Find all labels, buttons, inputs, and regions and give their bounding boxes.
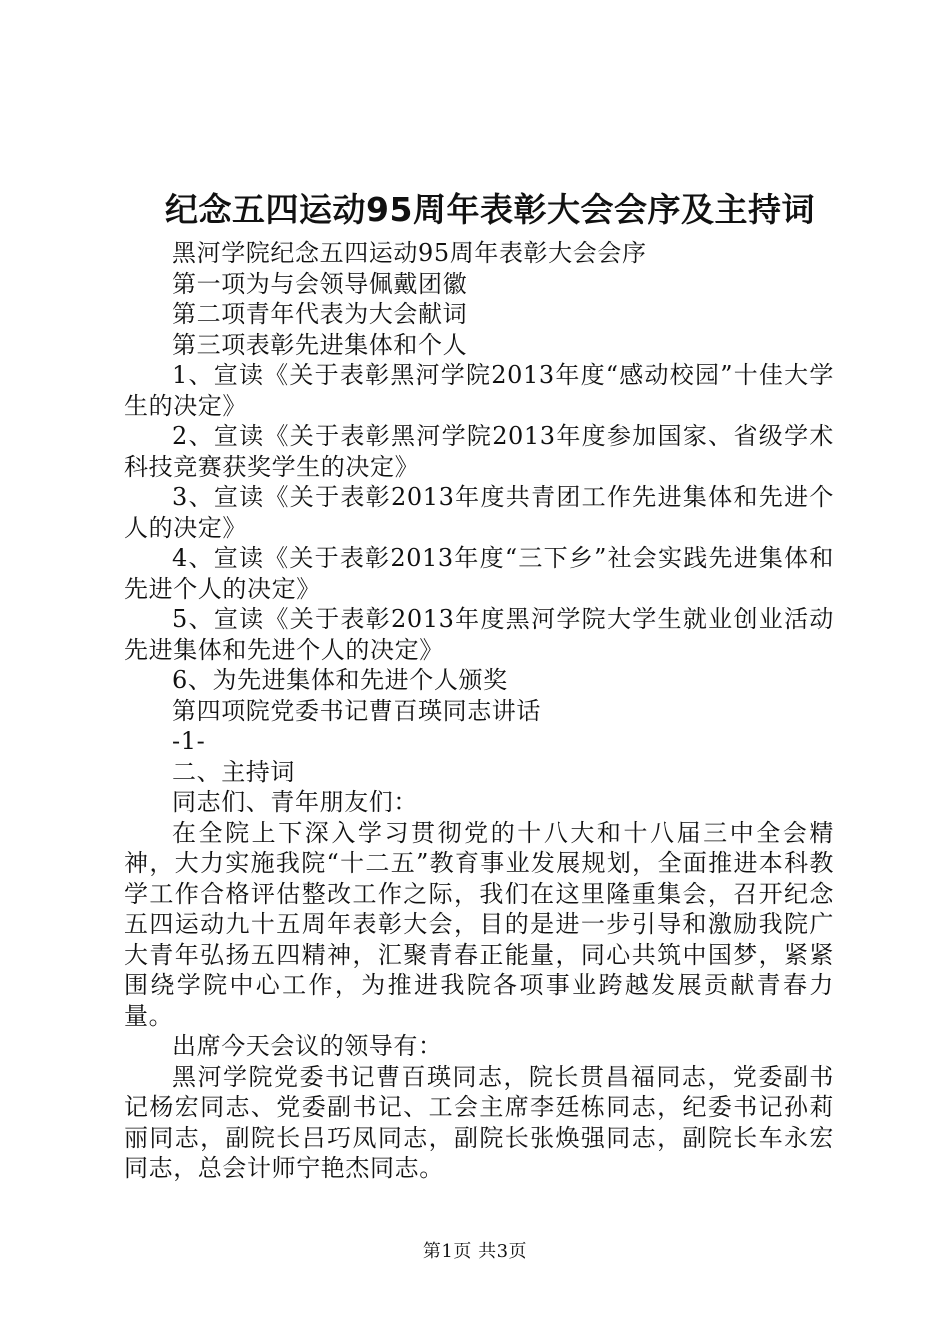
paragraph-subitem-1: 1、宣读《关于表彰黑河学院2013年度“感动校园”十佳大学生的决定》 (124, 361, 834, 420)
document-body (124, 238, 834, 1184)
page-footer: 第1页 共3页 (422, 1241, 528, 1262)
paragraph-inline-page-number: -1- (172, 727, 206, 755)
paragraph-item-4: 第四项院党委书记曹百瑛同志讲话 (172, 696, 541, 725)
paragraph-item-1: 第一项为与会领导佩戴团徽 (172, 269, 468, 298)
paragraph-subitem-3: 3、宣读《关于表彰2013年度共青团工作先进集体和先进个人的决定》 (124, 483, 834, 542)
paragraph-section-heading: 二、主持词 (172, 757, 295, 786)
paragraph-subitem-2: 2、宣读《关于表彰黑河学院2013年度参加国家、省级学术科技竞赛获奖学生的决定》 (124, 422, 834, 481)
paragraph-item-3: 第三项表彰先进集体和个人 (172, 330, 468, 359)
paragraph-subitem-5: 5、宣读《关于表彰2013年度黑河学院大学生就业创业活动先进集体和先进个人的决定》 (124, 605, 834, 664)
paragraph-salutation: 同志们、青年朋友们： (172, 788, 418, 816)
paragraph-leaders-intro: 出席今天会议的领导有： (172, 1032, 443, 1060)
paragraph-leaders-list: 黑河学院党委书记曹百瑛同志，院长贯昌福同志，党委副书记杨宏同志、党委副书记、工会主席李廷栋同志，纪委书记孙莉丽同志，副院长吕巧凤同志，副院长张焕强同志，副院长车永宏同志，总会计师宁艳杰同志。 (124, 1062, 834, 1182)
paragraph-subitem-6: 6、为先进集体和先进个人颁奖 (172, 666, 508, 694)
paragraph-agenda-heading: 黑河学院纪念五四运动95周年表彰大会会序 (172, 239, 647, 267)
paragraph-opening-speech: 在全院上下深入学习贯彻党的十八大和十八届三中全会精神，大力实施我院“十二五”教育事业发展规划，全面推进本科教学工作合格评估整改工作之际，我们在这里隆重集会，召开纪念五四运动九十五周年表彰大会，目的是进一步引导和激励我院广大青年弘扬五四精神，汇聚青春正能量，同心共筑中国梦，紧紧围绕学院中心工作，为推进我院各项事业跨越发展贡献青春力量。 (124, 818, 834, 1030)
paragraph-subitem-4: 4、宣读《关于表彰2013年度“三下乡”社会实践先进集体和先进个人的决定》 (124, 544, 834, 603)
document-title: 纪念五四运动95周年表彰大会会序及主持词 (165, 190, 815, 229)
paragraph-item-2: 第二项青年代表为大会献词 (172, 300, 468, 328)
